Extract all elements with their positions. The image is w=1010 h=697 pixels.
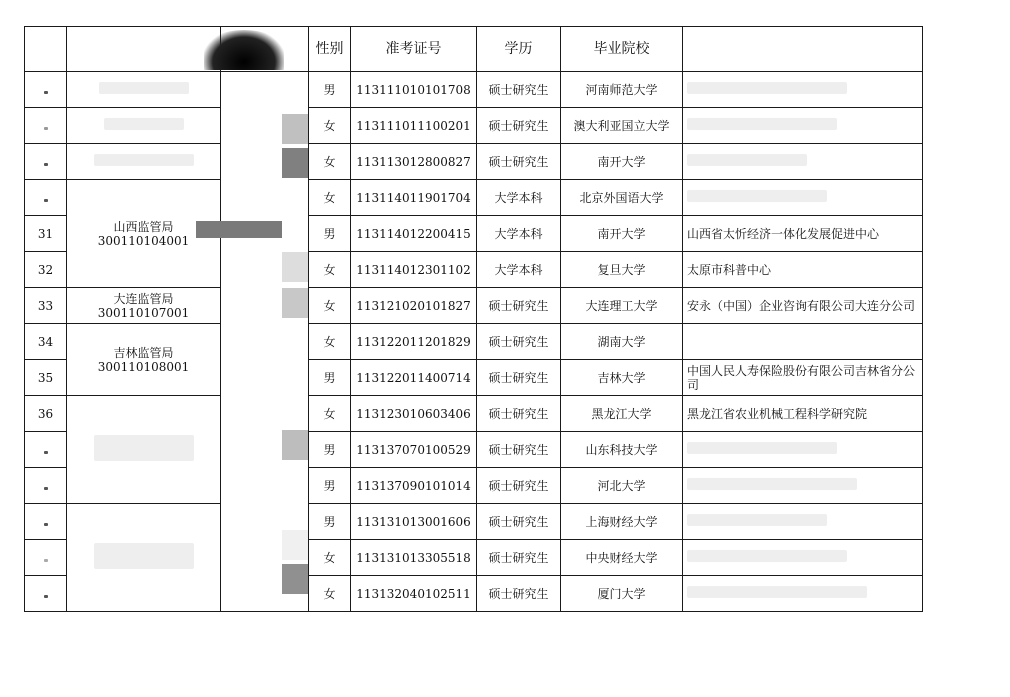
header-employer — [683, 27, 923, 72]
school-cell: 南开大学 — [561, 144, 683, 180]
education-cell: 大学本科 — [477, 180, 561, 216]
education-cell: 硕士研究生 — [477, 360, 561, 396]
gender-cell: 男 — [309, 432, 351, 468]
header-unit — [67, 27, 221, 72]
header-education: 学历 — [477, 27, 561, 72]
gender-cell: 男 — [309, 72, 351, 108]
education-cell: 硕士研究生 — [477, 468, 561, 504]
seq-cell: 35 — [25, 360, 67, 396]
header-exam-no: 准考证号 — [351, 27, 477, 72]
seq-cell — [25, 540, 67, 576]
table-row — [25, 180, 923, 216]
gender-cell: 女 — [309, 108, 351, 144]
employer-cell: 中国人民人寿保险股份有限公司吉林省分公司 — [683, 360, 923, 396]
seq-cell: 33 — [25, 288, 67, 324]
education-cell: 硕士研究生 — [477, 144, 561, 180]
seq-cell: 32 — [25, 252, 67, 288]
employer-cell — [683, 144, 923, 180]
education-cell: 大学本科 — [477, 252, 561, 288]
gender-cell: 女 — [309, 144, 351, 180]
score-table-container — [24, 26, 923, 612]
education-cell: 硕士研究生 — [477, 432, 561, 468]
school-cell: 大连理工大学 — [561, 288, 683, 324]
unit-cell — [67, 504, 221, 612]
seq-cell — [25, 108, 67, 144]
exam-no-cell: 113111010101708 — [351, 72, 477, 108]
employer-cell: 山西省太忻经济一体化发展促进中心 — [683, 216, 923, 252]
exam-no-cell: 113114011901704 — [351, 180, 477, 216]
exam-no-cell: 113111011100201 — [351, 108, 477, 144]
exam-no-cell: 113121020101827 — [351, 288, 477, 324]
exam-no-cell: 113131013001606 — [351, 504, 477, 540]
seq-cell: 31 — [25, 216, 67, 252]
school-cell: 湖南大学 — [561, 324, 683, 360]
exam-no-cell: 113113012800827 — [351, 144, 477, 180]
seq-cell: 36 — [25, 396, 67, 432]
employer-cell — [683, 108, 923, 144]
table-row — [25, 288, 923, 324]
gender-cell: 男 — [309, 504, 351, 540]
seq-cell — [25, 468, 67, 504]
redaction-blob — [204, 30, 284, 70]
table-row — [25, 72, 923, 108]
employer-cell: 太原市科普中心 — [683, 252, 923, 288]
table-row — [25, 108, 923, 144]
exam-no-cell: 113123010603406 — [351, 396, 477, 432]
header-gender: 性别 — [309, 27, 351, 72]
education-cell: 硕士研究生 — [477, 288, 561, 324]
gender-cell: 男 — [309, 216, 351, 252]
school-cell: 河南师范大学 — [561, 72, 683, 108]
gender-cell: 男 — [309, 468, 351, 504]
gender-cell: 女 — [309, 540, 351, 576]
redaction-bar — [196, 221, 282, 238]
gender-cell: 女 — [309, 252, 351, 288]
education-cell: 硕士研究生 — [477, 576, 561, 612]
employer-cell — [683, 180, 923, 216]
header-seq — [25, 27, 67, 72]
exam-no-cell: 113114012301102 — [351, 252, 477, 288]
gender-cell: 女 — [309, 288, 351, 324]
header-row — [25, 27, 923, 72]
header-school: 毕业院校 — [561, 27, 683, 72]
education-cell: 硕士研究生 — [477, 540, 561, 576]
seq-cell — [25, 180, 67, 216]
table-row — [25, 144, 923, 180]
employer-cell — [683, 72, 923, 108]
unit-cell-shanxi: 山西监管局 300110104001 — [67, 180, 221, 288]
name-cell — [221, 72, 309, 612]
seq-cell — [25, 576, 67, 612]
school-cell: 河北大学 — [561, 468, 683, 504]
table-row — [25, 324, 923, 360]
unit-cell — [67, 108, 221, 144]
table-row — [25, 396, 923, 432]
employer-cell: 安永（中国）企业咨询有限公司大连分公司 — [683, 288, 923, 324]
seq-cell — [25, 504, 67, 540]
seq-cell — [25, 144, 67, 180]
employer-cell — [683, 576, 923, 612]
exam-no-cell: 113131013305518 — [351, 540, 477, 576]
seq-cell — [25, 432, 67, 468]
exam-no-cell: 113122011201829 — [351, 324, 477, 360]
employer-cell — [683, 432, 923, 468]
exam-no-cell: 113132040102511 — [351, 576, 477, 612]
school-cell: 上海财经大学 — [561, 504, 683, 540]
unit-cell — [67, 72, 221, 108]
gender-cell: 男 — [309, 360, 351, 396]
gender-cell: 女 — [309, 324, 351, 360]
education-cell: 硕士研究生 — [477, 396, 561, 432]
education-cell: 大学本科 — [477, 216, 561, 252]
unit-cell — [67, 144, 221, 180]
candidate-table — [24, 26, 923, 612]
seq-cell — [25, 72, 67, 108]
gender-cell: 女 — [309, 576, 351, 612]
unit-cell — [67, 396, 221, 504]
unit-cell-jilin: 吉林监管局 300110108001 — [67, 324, 221, 396]
school-cell: 吉林大学 — [561, 360, 683, 396]
table-row — [25, 504, 923, 540]
education-cell: 硕士研究生 — [477, 108, 561, 144]
employer-cell — [683, 468, 923, 504]
employer-cell — [683, 504, 923, 540]
education-cell: 硕士研究生 — [477, 324, 561, 360]
school-cell: 厦门大学 — [561, 576, 683, 612]
employer-cell — [683, 540, 923, 576]
exam-no-cell: 113137070100529 — [351, 432, 477, 468]
school-cell: 复旦大学 — [561, 252, 683, 288]
unit-cell-dalian: 大连监管局 300110107001 — [67, 288, 221, 324]
employer-cell — [683, 324, 923, 360]
education-cell: 硕士研究生 — [477, 72, 561, 108]
gender-cell: 女 — [309, 396, 351, 432]
gender-cell: 女 — [309, 180, 351, 216]
education-cell: 硕士研究生 — [477, 504, 561, 540]
exam-no-cell: 113114012200415 — [351, 216, 477, 252]
exam-no-cell: 113137090101014 — [351, 468, 477, 504]
school-cell: 南开大学 — [561, 216, 683, 252]
school-cell: 澳大利亚国立大学 — [561, 108, 683, 144]
employer-cell: 黑龙江省农业机械工程科学研究院 — [683, 396, 923, 432]
school-cell: 中央财经大学 — [561, 540, 683, 576]
school-cell: 山东科技大学 — [561, 432, 683, 468]
school-cell: 黑龙江大学 — [561, 396, 683, 432]
exam-no-cell: 113122011400714 — [351, 360, 477, 396]
seq-cell: 34 — [25, 324, 67, 360]
school-cell: 北京外国语大学 — [561, 180, 683, 216]
